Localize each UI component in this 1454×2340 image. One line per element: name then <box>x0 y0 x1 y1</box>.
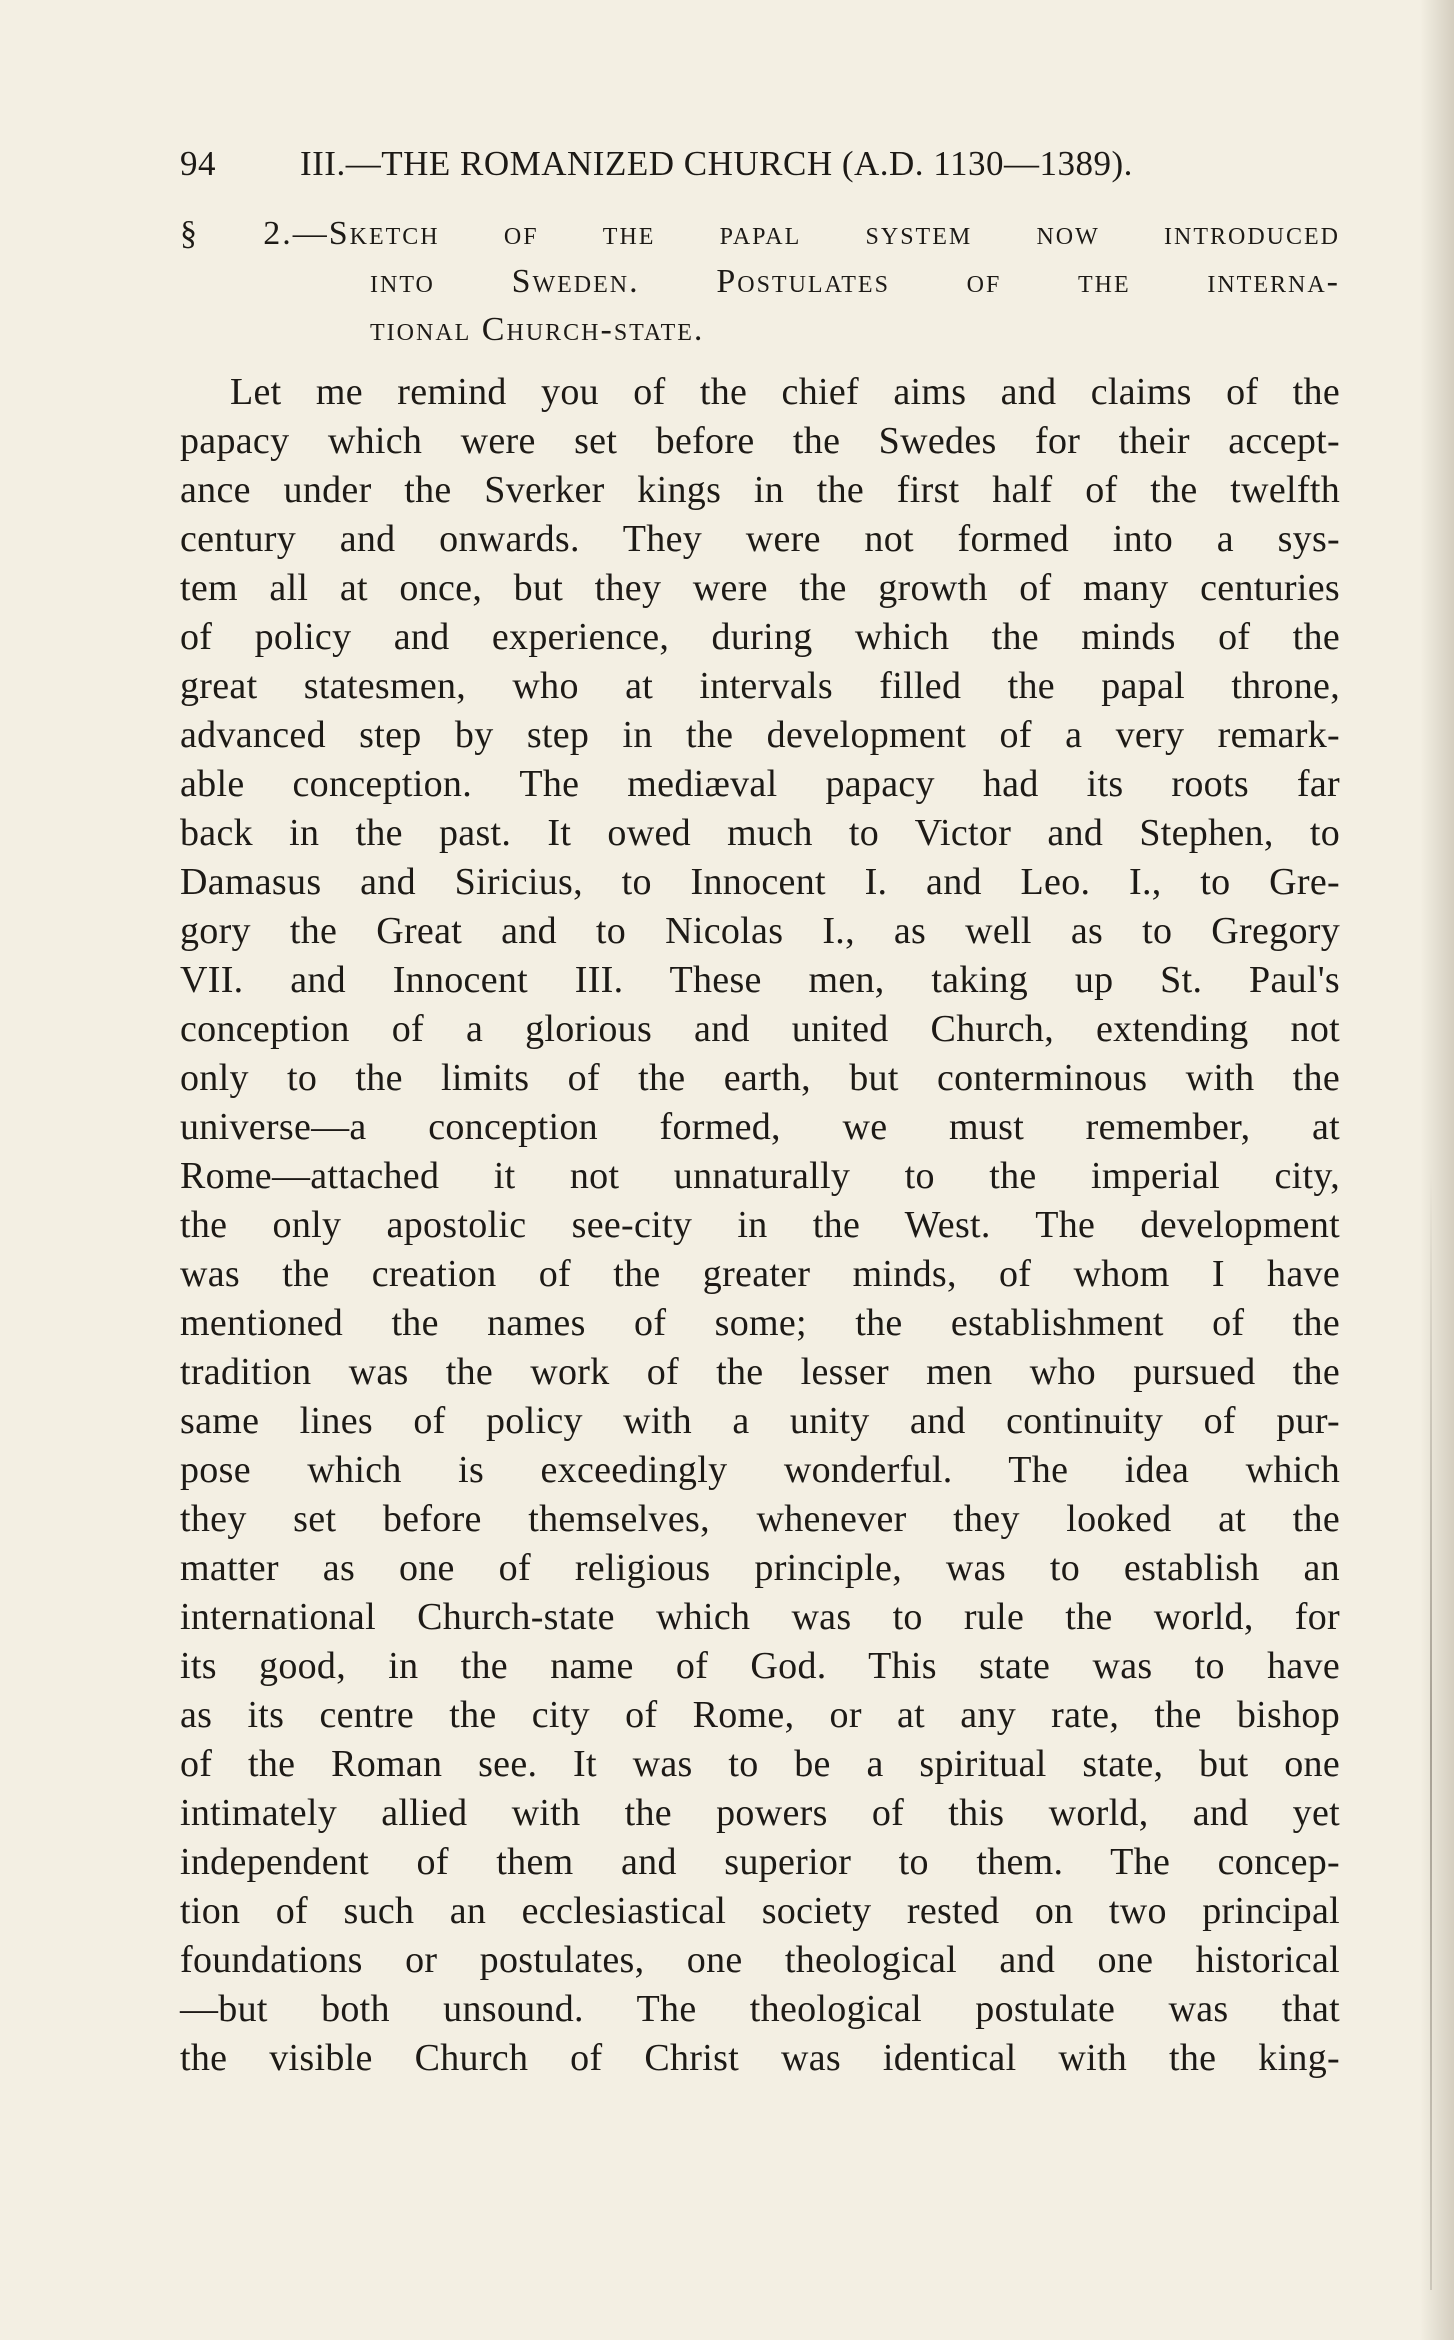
text-line: able conception. The mediæval papacy had its roots far <box>180 763 1340 805</box>
text-line: they set before themselves, whenever they looked at the <box>180 1498 1340 1540</box>
text-line: gory the Great and to Nicolas I., as well as to Gregory <box>180 910 1340 952</box>
text-line: of policy and experience, during which the minds of the <box>180 616 1340 658</box>
text-line: the only apostolic see-city in the West. The development <box>180 1204 1340 1246</box>
running-title: III.—THE ROMANIZED CHURCH (A.D. 1130—1389). <box>300 144 1133 183</box>
text-line: papacy which were set before the Swedes for their accept- <box>180 420 1340 462</box>
text-line: great statesmen, who at intervals filled the papal throne, <box>180 665 1340 707</box>
text-line: century and onwards. They were not formed into a sys- <box>180 518 1340 560</box>
text-line: same lines of policy with a unity and continuity of pur- <box>180 1400 1340 1442</box>
text-line: was the creation of the greater minds, of whom I have <box>180 1253 1340 1295</box>
text-line: international Church-state which was to rule the world, for <box>180 1596 1340 1638</box>
page-number: 94 <box>180 144 216 183</box>
text-line: tion of such an ecclesiastical society rested on two principal <box>180 1890 1340 1932</box>
text-line: only to the limits of the earth, but conterminous with the <box>180 1057 1340 1099</box>
text-line: back in the past. It owed much to Victor and Stephen, to <box>180 812 1340 854</box>
text-line: mentioned the names of some; the establishment of the <box>180 1302 1340 1344</box>
text-line: tem all at once, but they were the growth of many centuries <box>180 567 1340 609</box>
text-line: intimately allied with the powers of this world, and yet <box>180 1792 1340 1834</box>
section-heading <box>180 210 1340 354</box>
text-line: Let me remind you of the chief aims and claims of the <box>230 371 1340 413</box>
text-line: conception of a glorious and united Church, extending not <box>180 1008 1340 1050</box>
text-line: matter as one of religious principle, was to establish an <box>180 1547 1340 1589</box>
text-line: Damasus and Siricius, to Innocent I. and Leo. I., to Gre- <box>180 861 1340 903</box>
text-line: of the Roman see. It was to be a spiritual state, but one <box>180 1743 1340 1785</box>
text-line: Rome—attached it not unnaturally to the imperial city, <box>180 1155 1340 1197</box>
text-line: tradition was the work of the lesser men who pursued the <box>180 1351 1340 1393</box>
text-line: as its centre the city of Rome, or at any rate, the bishop <box>180 1694 1340 1736</box>
text-line: foundations or postulates, one theological and one historical <box>180 1939 1340 1981</box>
text-line: its good, in the name of God. This state was to have <box>180 1645 1340 1687</box>
text-line: advanced step by step in the development of a very remark- <box>180 714 1340 756</box>
text-line: independent of them and superior to them. The concep- <box>180 1841 1340 1883</box>
text-line: ance under the Sverker kings in the first half of the twelfth <box>180 469 1340 511</box>
section-heading-line: into Sweden. Postulates of the interna- <box>370 263 1340 300</box>
section-heading-line: tional Church-state. <box>370 311 705 348</box>
text-line: VII. and Innocent III. These men, taking up St. Paul's <box>180 959 1340 1001</box>
page-edge-line <box>1430 1170 1432 2290</box>
body-paragraph <box>180 368 1340 2083</box>
section-heading-line: § 2.—Sketch of the papal system now introduced <box>180 215 1340 252</box>
text-line: —but both unsound. The theological postulate was that <box>180 1988 1340 2030</box>
page-edge-shadow <box>1420 0 1454 2340</box>
running-head <box>180 142 1340 186</box>
text-line: the visible Church of Christ was identical with the king- <box>180 2037 1340 2079</box>
text-line: universe—a conception formed, we must remember, at <box>180 1106 1340 1148</box>
text-line: pose which is exceedingly wonderful. The idea which <box>180 1449 1340 1491</box>
